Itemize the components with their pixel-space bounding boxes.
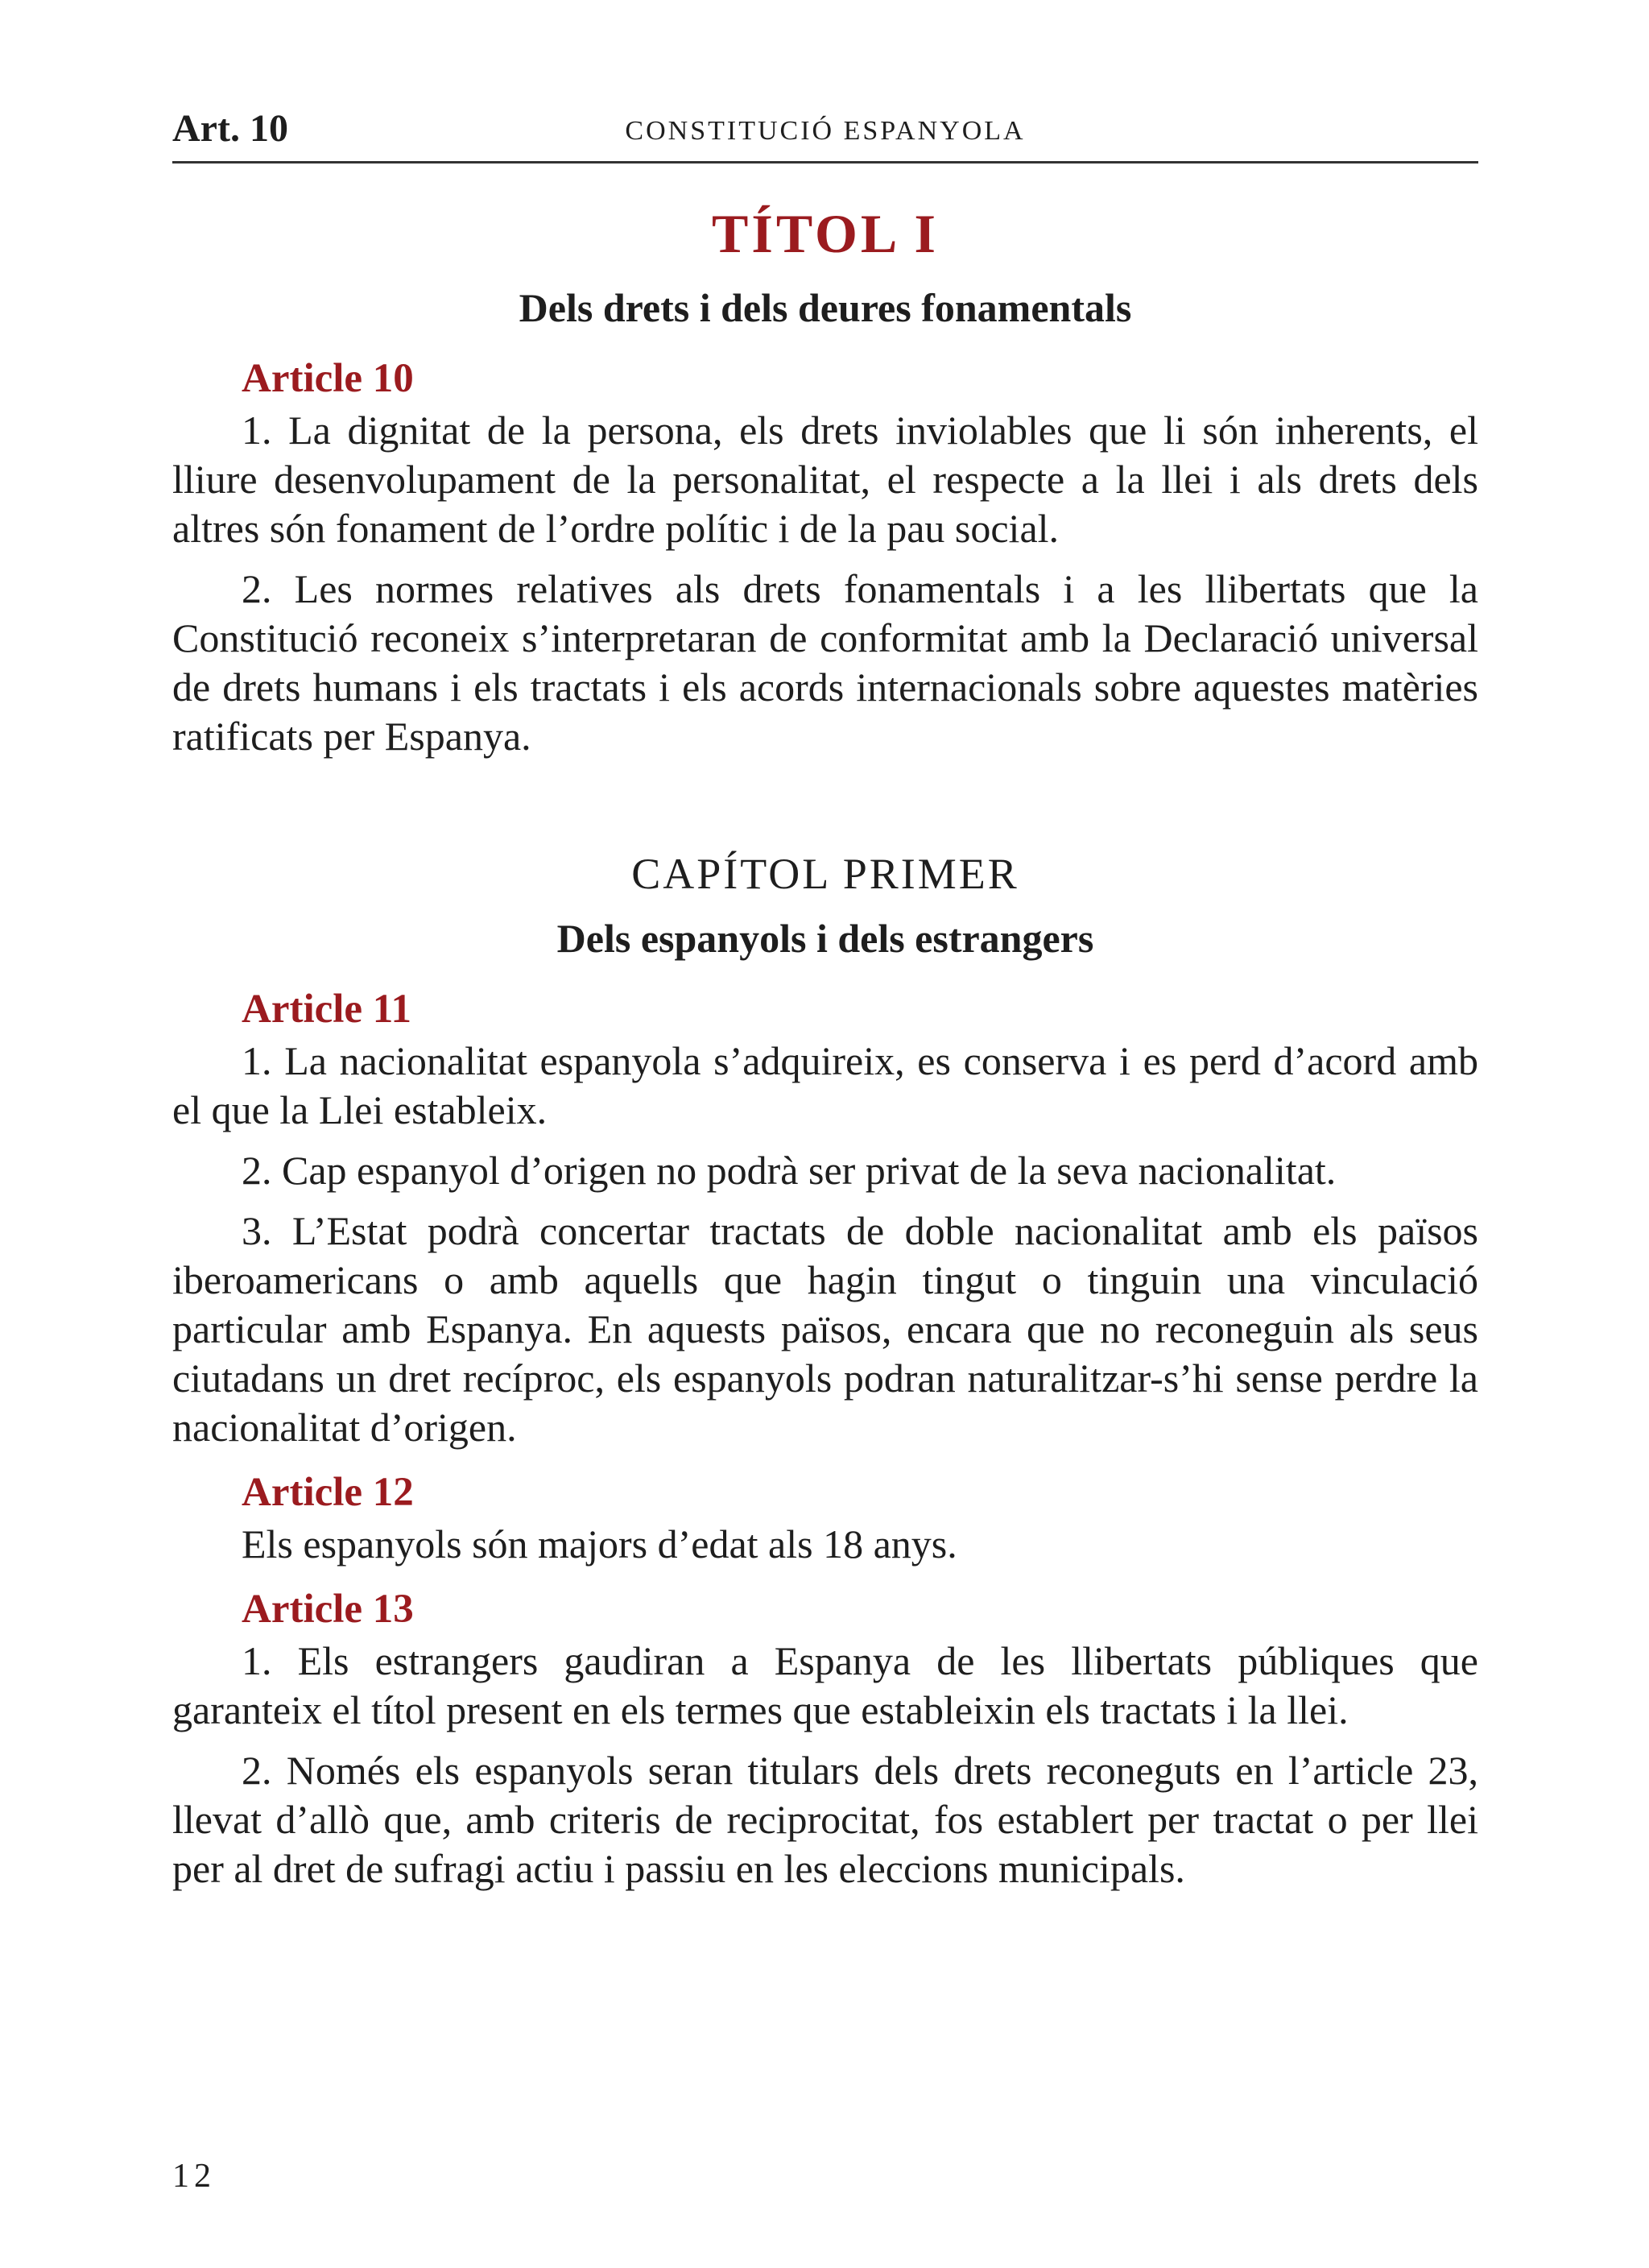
article-13-heading: Article 13: [242, 1587, 414, 1632]
header-article-ref: Art. 10: [172, 107, 288, 150]
book-page: [172, 0, 1478, 2268]
article-10-paragraph-1: 1. La dignitat de la persona, els drets inviolables que li són inherents, el lliure desenvolupament de la personalitat, el respecte a la llei i als drets dels altres són fonament de l’ordre polític i de la pau social.: [172, 408, 1478, 551]
chapter-heading: CAPÍTOL PRIMER: [631, 850, 1019, 898]
article-11-heading: Article 11: [242, 987, 411, 1032]
article-12-paragraph-1: Els espanyols són majors d’edat als 18 anys.: [242, 1521, 957, 1566]
article-11-paragraph-3: 3. L’Estat podrà concertar tractats de doble nacionalitat amb els països iberoamericans o amb aquells que hagin tingut o tinguin una vinculació particular amb Espanya. En aquests països, encara que no reconeguin als seus ciutadans un dret recíproc, els espanyols podran naturalitzar-s’hi sense perdre la nacionalitat d’origen.: [172, 1208, 1478, 1450]
page-content: [172, 193, 1478, 1905]
page-number: 12: [172, 2158, 216, 2195]
article-13-paragraph-2: 2. Només els espanyols seran titulars dels drets reconeguts en l’article 23, llevat d’allò que, amb criteris de reciprocitat, fos establert per tractat o per llei per al dret de sufragi actiu i passiu en les eleccions municipals.: [172, 1748, 1478, 1891]
chapter-subheading: Dels espanyols i dels estrangers: [556, 916, 1094, 961]
article-12-heading: Article 12: [242, 1470, 414, 1515]
header-running-title: CONSTITUCIÓ ESPANYOLA: [625, 116, 1026, 146]
title-subheading: Dels drets i dels deures fonamentals: [519, 285, 1132, 330]
title-heading: TÍTOL I: [712, 203, 939, 264]
article-10-paragraph-2: 2. Les normes relatives als drets fonamentals i a les llibertats que la Constitució reconeix s’interpretaran de conformitat amb la Declaració universal de drets humans i els tractats i els acords internacionals sobre aquestes matèries ratificats per Espanya.: [172, 566, 1478, 759]
running-header: [172, 103, 1478, 163]
article-11-paragraph-2: 2. Cap espanyol d’origen no podrà ser privat de la seva nacionalitat.: [242, 1148, 1337, 1193]
article-10-heading: Article 10: [242, 356, 414, 401]
article-13-paragraph-1: 1. Els estrangers gaudiran a Espanya de les llibertats públiques que garanteix el títol present en els termes que estableixin els tractats i la llei.: [172, 1638, 1478, 1732]
article-11-paragraph-1: 1. La nacionalitat espanyola s’adquireix, es conserva i es perd d’acord amb el que la Llei estableix.: [172, 1038, 1478, 1132]
